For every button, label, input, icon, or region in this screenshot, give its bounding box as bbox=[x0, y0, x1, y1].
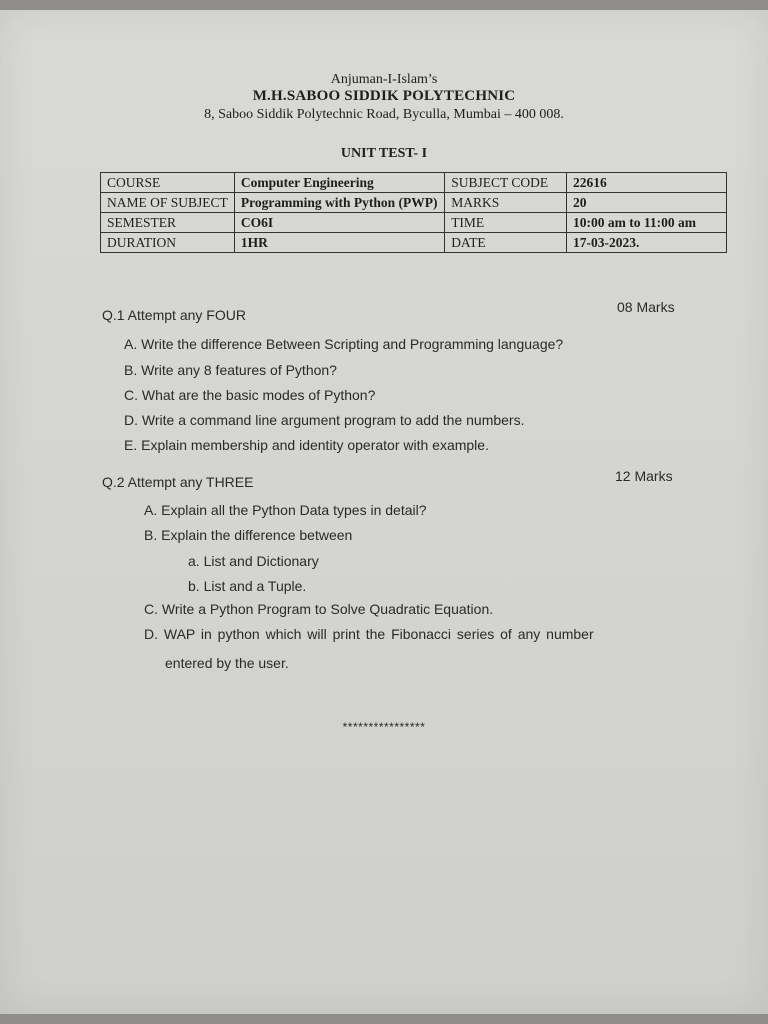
table-cell: NAME OF SUBJECT bbox=[101, 193, 235, 213]
table-cell: DATE bbox=[445, 233, 567, 253]
q1-item-a: A. Write the difference Between Scripting and Programming language? bbox=[124, 336, 564, 352]
q1-item-c: C. What are the basic modes of Python? bbox=[124, 387, 376, 403]
institute-address: 8, Saboo Siddik Polytechnic Road, Byculla, Mumbai – 400 008. bbox=[204, 107, 564, 122]
table-row bbox=[101, 213, 727, 233]
q2-item-d-continued: entered by the user. bbox=[165, 655, 289, 671]
q1-item-e: E. Explain membership and identity operator with example. bbox=[124, 437, 489, 453]
table-cell: 17-03-2023. bbox=[566, 233, 726, 253]
table-cell: COURSE bbox=[101, 173, 235, 193]
q2-item-b-sub-a: a. List and Dictionary bbox=[188, 553, 319, 569]
table-cell: Programming with Python (PWP) bbox=[234, 193, 444, 213]
end-of-paper-stars: **************** bbox=[342, 720, 426, 734]
table-cell: SUBJECT CODE bbox=[445, 173, 567, 193]
institute-name: M.H.SABOO SIDDIK POLYTECHNIC bbox=[252, 88, 516, 104]
organization-name: Anjuman-I-Islam’s bbox=[330, 72, 438, 87]
table-cell: CO6I bbox=[234, 213, 444, 233]
exam-paper bbox=[0, 10, 768, 1014]
q2-item-d: D. WAP in python which will print the Fibonacci series of any number bbox=[144, 626, 594, 642]
test-title: UNIT TEST- I bbox=[340, 146, 428, 161]
q2-item-b: B. Explain the difference between bbox=[144, 527, 353, 543]
table-row bbox=[101, 233, 727, 253]
table-cell: 20 bbox=[566, 193, 726, 213]
table-cell: DURATION bbox=[101, 233, 235, 253]
q2-marks: 12 Marks bbox=[615, 468, 673, 484]
table-row bbox=[101, 173, 727, 193]
q2-item-c: C. Write a Python Program to Solve Quadratic Equation. bbox=[144, 601, 494, 617]
q1-item-b: B. Write any 8 features of Python? bbox=[124, 362, 337, 378]
table-row bbox=[101, 193, 727, 213]
table-cell: 10:00 am to 11:00 am bbox=[566, 213, 726, 233]
table-cell: TIME bbox=[445, 213, 567, 233]
table-cell: 1HR bbox=[234, 233, 444, 253]
exam-info-table bbox=[100, 172, 727, 253]
q1-item-d: D. Write a command line argument program to add the numbers. bbox=[124, 412, 525, 428]
q1-heading: Q.1 Attempt any FOUR bbox=[102, 307, 246, 323]
q1-marks: 08 Marks bbox=[617, 299, 675, 315]
table-cell: 22616 bbox=[566, 173, 726, 193]
q2-item-a: A. Explain all the Python Data types in detail? bbox=[144, 502, 427, 518]
table-cell: MARKS bbox=[445, 193, 567, 213]
table-cell: Computer Engineering bbox=[234, 173, 444, 193]
table-cell: SEMESTER bbox=[101, 213, 235, 233]
q2-item-b-sub-b: b. List and a Tuple. bbox=[188, 578, 307, 594]
q2-heading: Q.2 Attempt any THREE bbox=[102, 474, 254, 490]
